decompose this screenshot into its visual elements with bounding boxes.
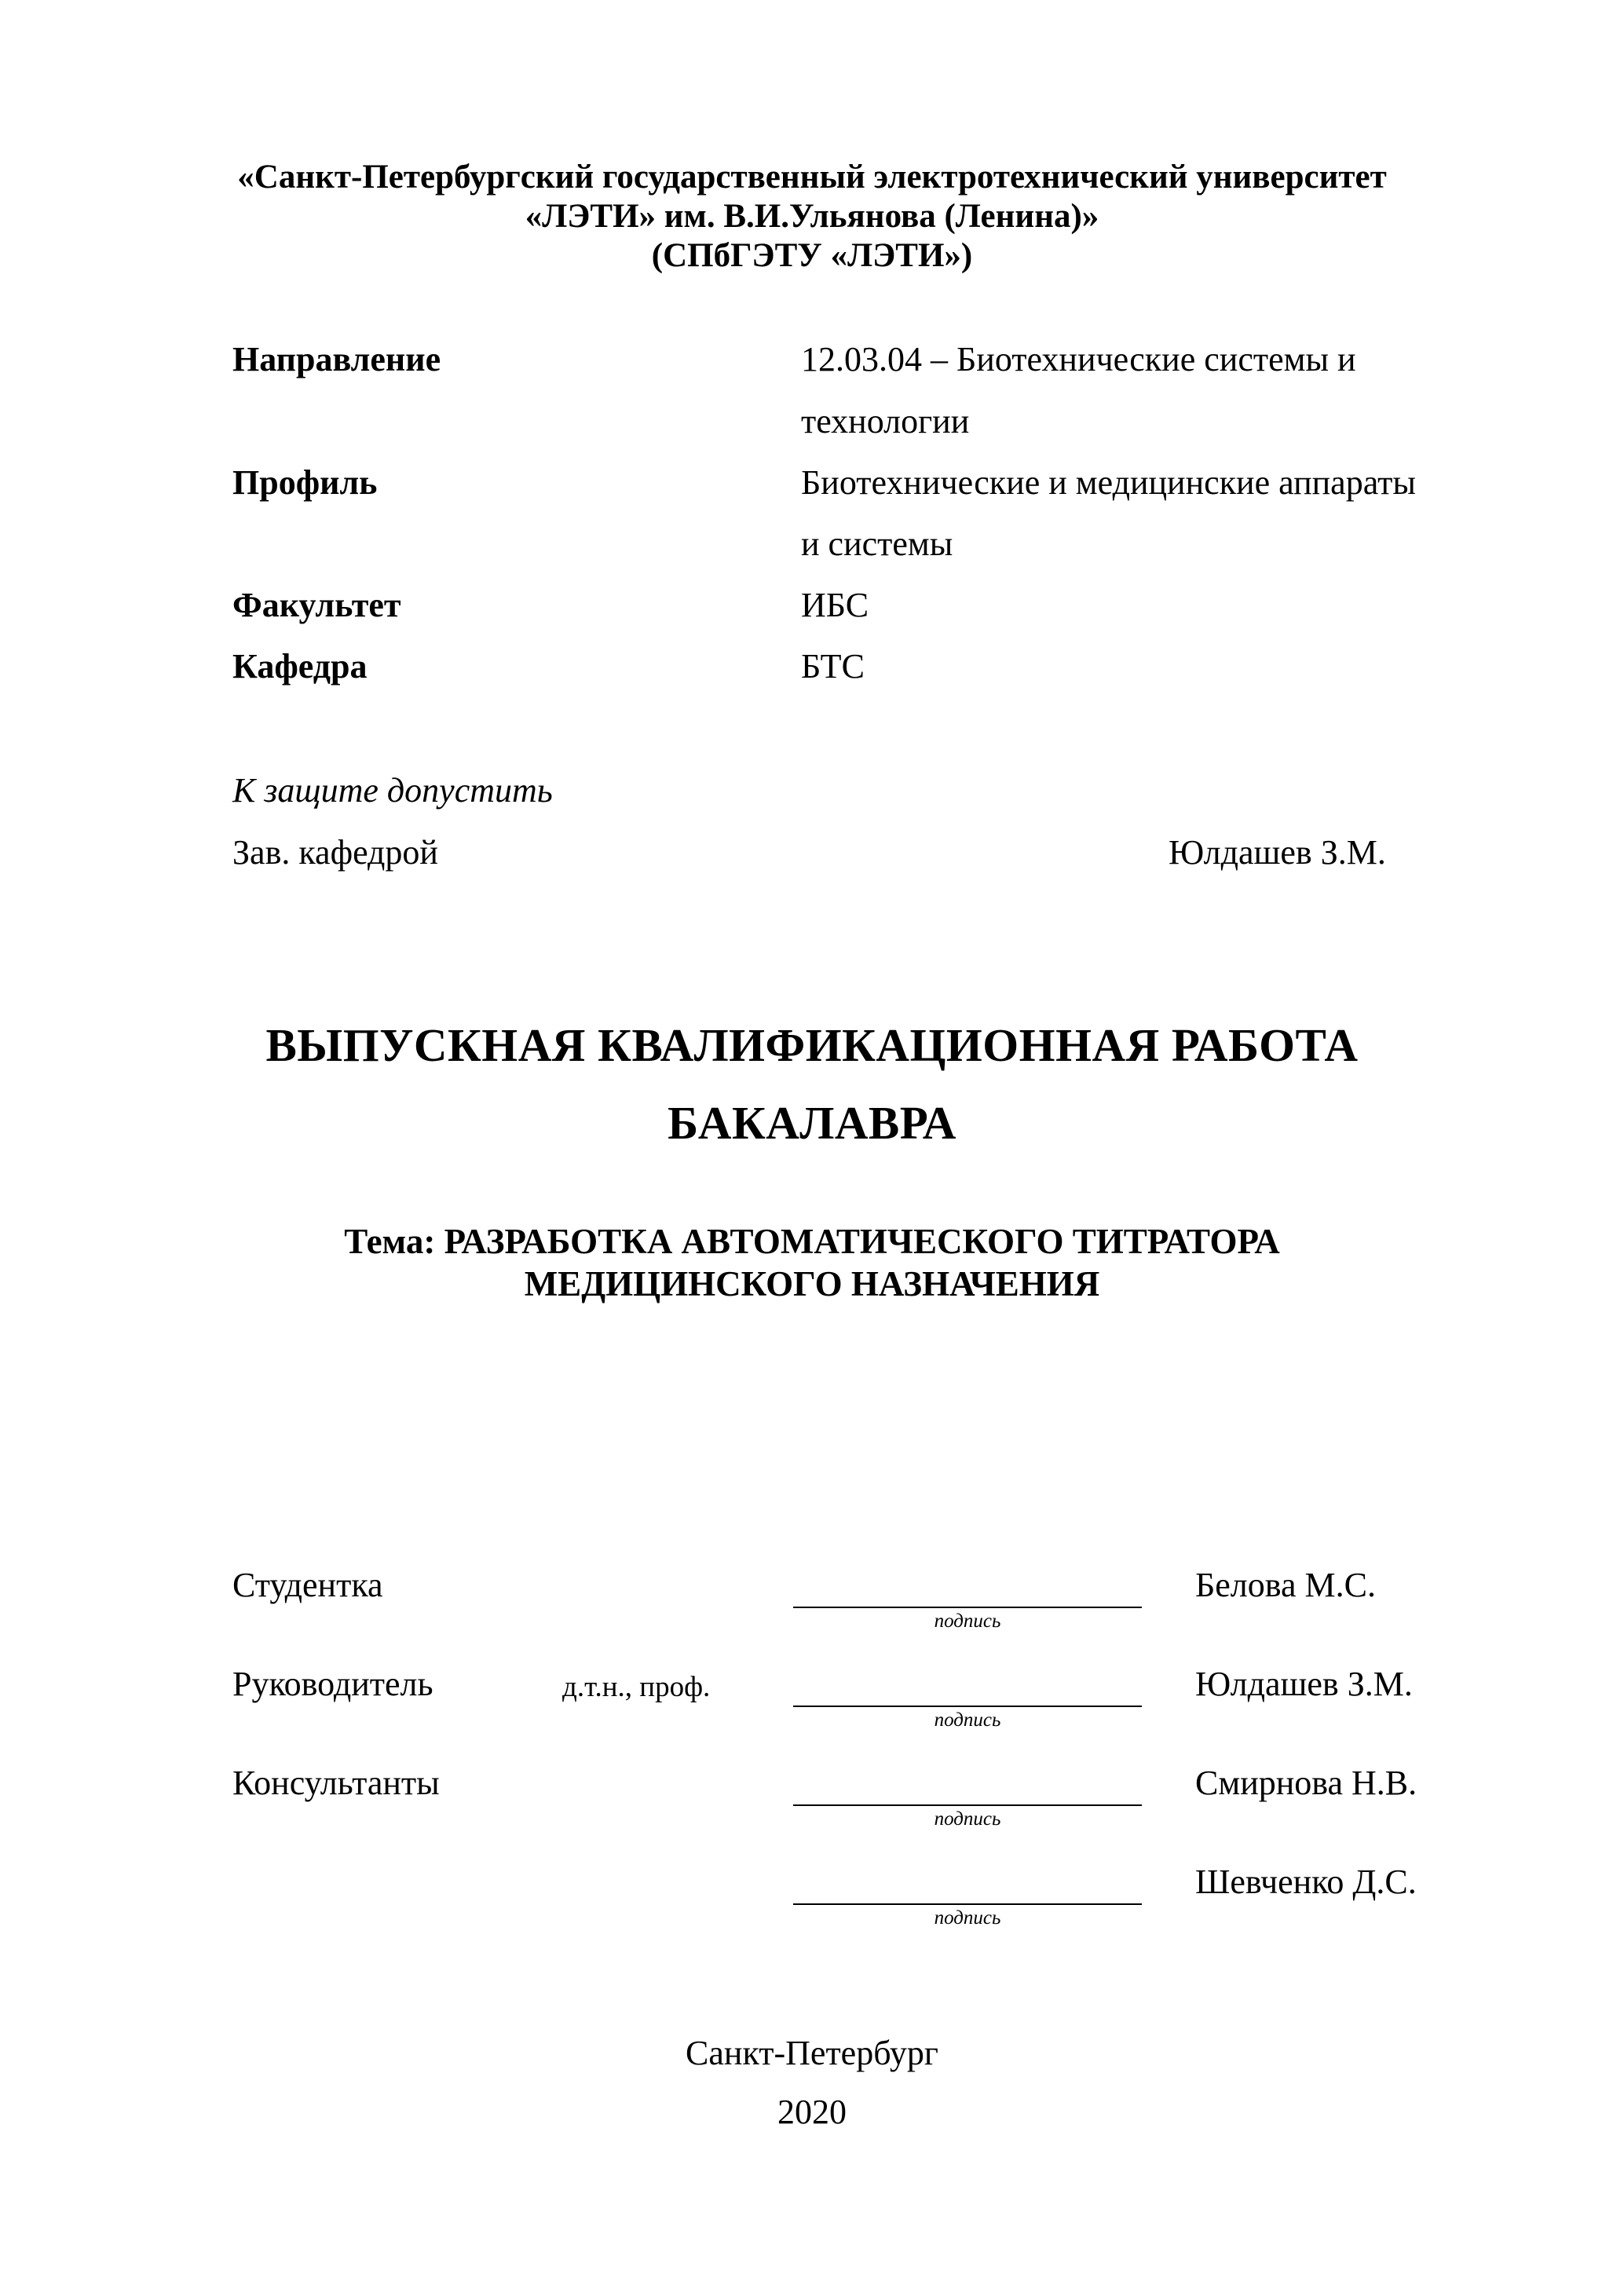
signature-line [793,1903,1142,1905]
signature-role-student: Студентка [232,1566,383,1604]
approval-role: Зав. кафедрой [232,833,438,872]
signature-role-supervisor: Руководитель [232,1665,433,1703]
signature-line [793,1706,1142,1707]
field-label-profile: Профиль [232,463,378,502]
document-title-line1: ВЫПУСКНАЯ КВАЛИФИКАЦИОННАЯ РАБОТА [265,1019,1359,1071]
field-label-faculty: Факультет [232,586,401,624]
footer-year: 2020 [777,2093,847,2131]
university-name-line1: «Санкт-Петербургский государственный электротехнический университет [237,159,1387,196]
field-label-direction: Направление [232,340,441,378]
field-value-faculty: ИБС [801,586,869,624]
signature-line [793,1607,1142,1608]
document-title-line2: БАКАЛАВРА [668,1097,956,1149]
approval-caption: К защите допустить [232,771,553,810]
signature-name-consultant-1: Смирнова Н.В. [1195,1764,1417,1802]
field-value-profile-line1: Биотехнические и медицинские аппараты [801,463,1416,502]
university-name-line2: «ЛЭТИ» им. В.И.Ульянова (Ленина)» [525,198,1099,235]
field-value-direction-line2: технологии [801,402,970,441]
topic-line1: Тема: РАЗРАБОТКА АВТОМАТИЧЕСКОГО ТИТРАТОРА [344,1222,1280,1261]
topic-line2: МЕДИЦИНСКОГО НАЗНАЧЕНИЯ [524,1264,1100,1303]
approval-name: Юлдашев З.М. [1169,833,1386,872]
signature-hint: подпись [934,1709,1001,1731]
field-label-department: Кафедра [232,647,368,686]
signature-line [793,1804,1142,1806]
footer-city: Санкт-Петербург [686,2034,938,2072]
signature-role-consultants: Консультанты [232,1764,440,1802]
signature-hint: подпись [934,1907,1001,1929]
signature-hint: подпись [934,1610,1001,1632]
signature-name-supervisor: Юлдашев З.М. [1195,1665,1413,1703]
signature-name-student: Белова М.С. [1195,1566,1376,1604]
signature-hint: подпись [934,1808,1001,1830]
field-value-profile-line2: и системы [801,525,953,563]
field-value-department: БТС [801,647,865,686]
signature-degree-supervisor: д.т.н., проф. [562,1671,711,1703]
university-abbreviation: (СПбГЭТУ «ЛЭТИ») [651,237,973,274]
signature-name-consultant-2: Шевченко Д.С. [1195,1863,1417,1901]
field-value-direction-line1: 12.03.04 – Биотехнические системы и [801,340,1356,378]
